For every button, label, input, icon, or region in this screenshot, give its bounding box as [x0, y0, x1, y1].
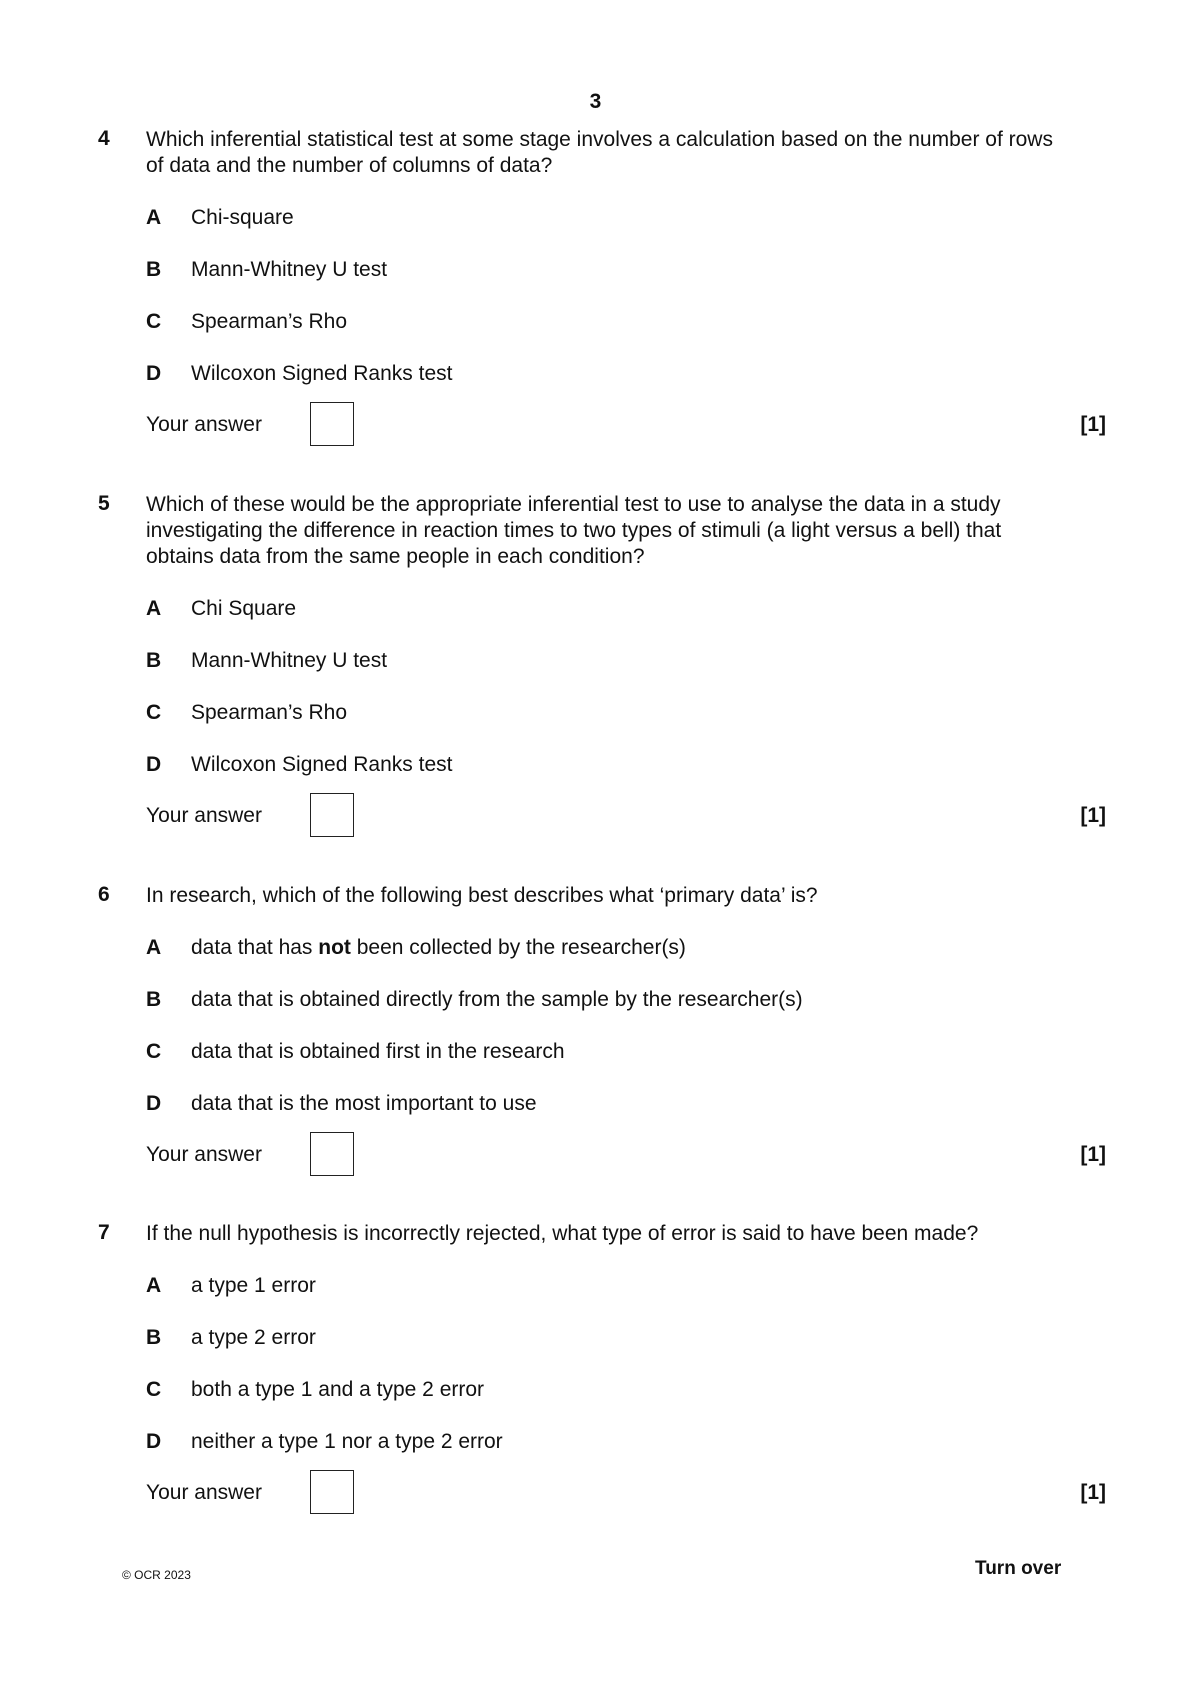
option-letter: A	[146, 206, 162, 229]
option-letter: A	[146, 597, 162, 620]
option-b	[146, 987, 1046, 1013]
option-letter: A	[146, 936, 162, 959]
option-letter: D	[146, 753, 162, 776]
option-letter: C	[146, 1378, 162, 1401]
option-text: Spearman’s Rho	[191, 310, 348, 333]
option-d	[146, 361, 1046, 387]
option-letter: B	[146, 988, 162, 1011]
answer-row	[146, 793, 1106, 839]
option-letter: C	[146, 1040, 162, 1063]
question-text: Which of these would be the appropriate inferential test to use to analyse the data in a study investigating the difference in reaction times to two types of stimuli (a light versus a bell) that obtains data from the same people in each condition?	[146, 493, 1002, 568]
answer-box[interactable]	[310, 402, 354, 446]
option-b	[146, 257, 1046, 283]
option-c	[146, 700, 1046, 726]
option-c	[146, 1377, 1046, 1403]
option-d	[146, 1091, 1046, 1117]
option-c	[146, 309, 1046, 335]
question-number: 4	[98, 127, 110, 150]
answer-box[interactable]	[310, 1132, 354, 1176]
answer-box[interactable]	[310, 793, 354, 837]
option-text-before: data that has	[191, 936, 319, 959]
answer-label: Your answer	[146, 1481, 262, 1504]
option-letter: B	[146, 258, 162, 281]
marks: [1]	[1080, 1143, 1106, 1166]
option-text: data that is the most important to use	[191, 1092, 537, 1115]
marks: [1]	[1080, 413, 1106, 436]
option-a	[146, 205, 1046, 231]
option-text: Mann-Whitney U test	[191, 649, 388, 672]
option-c	[146, 1039, 1046, 1065]
option-text: neither a type 1 nor a type 2 error	[191, 1430, 503, 1453]
option-text-emphasis: not	[318, 936, 351, 959]
marks: [1]	[1080, 1481, 1106, 1504]
option-letter: D	[146, 1430, 162, 1453]
option-letter: D	[146, 362, 162, 385]
option-b	[146, 648, 1046, 674]
option-text: Chi-square	[191, 206, 294, 229]
option-letter: C	[146, 701, 162, 724]
answer-label: Your answer	[146, 1143, 262, 1166]
turn-over: Turn over	[975, 1558, 1062, 1579]
question-number: 5	[98, 492, 110, 515]
question-number: 7	[98, 1221, 110, 1244]
marks: [1]	[1080, 804, 1106, 827]
page-number: 3	[589, 90, 602, 113]
option-text: Chi Square	[191, 597, 297, 620]
answer-row	[146, 402, 1106, 448]
question-number: 6	[98, 883, 110, 906]
option-a	[146, 1273, 1046, 1299]
option-text: both a type 1 and a type 2 error	[191, 1378, 485, 1401]
option-text: Spearman’s Rho	[191, 701, 348, 724]
question-text: In research, which of the following best describes what ‘primary data’ is?	[146, 884, 818, 907]
option-d	[146, 752, 1046, 778]
option-text: a type 2 error	[191, 1326, 316, 1349]
option-a	[146, 935, 1046, 961]
option-text: data that is obtained first in the research	[191, 1040, 565, 1063]
option-text: a type 1 error	[191, 1274, 316, 1297]
option-letter: C	[146, 310, 162, 333]
option-letter: B	[146, 1326, 162, 1349]
answer-row	[146, 1132, 1106, 1178]
answer-label: Your answer	[146, 804, 262, 827]
answer-box[interactable]	[310, 1470, 354, 1514]
option-a	[146, 596, 1046, 622]
option-text: Wilcoxon Signed Ranks test	[191, 362, 453, 385]
option-letter: B	[146, 649, 162, 672]
option-text: data that is obtained directly from the sample by the researcher(s)	[191, 988, 803, 1011]
option-b	[146, 1325, 1046, 1351]
option-letter: A	[146, 1274, 162, 1297]
option-text	[191, 935, 686, 961]
option-letter: D	[146, 1092, 162, 1115]
option-text: Mann-Whitney U test	[191, 258, 388, 281]
option-text: Wilcoxon Signed Ranks test	[191, 753, 453, 776]
option-text-after: been collected by the researcher(s)	[350, 936, 686, 959]
answer-row	[146, 1470, 1106, 1516]
copyright: © OCR 2023	[122, 1568, 191, 1582]
question-text: If the null hypothesis is incorrectly rejected, what type of error is said to have been made?	[146, 1222, 979, 1245]
question-text: Which inferential statistical test at some stage involves a calculation based on the number of rows of data and the number of columns of data?	[146, 128, 1053, 177]
answer-label: Your answer	[146, 413, 262, 436]
option-d	[146, 1429, 1046, 1455]
